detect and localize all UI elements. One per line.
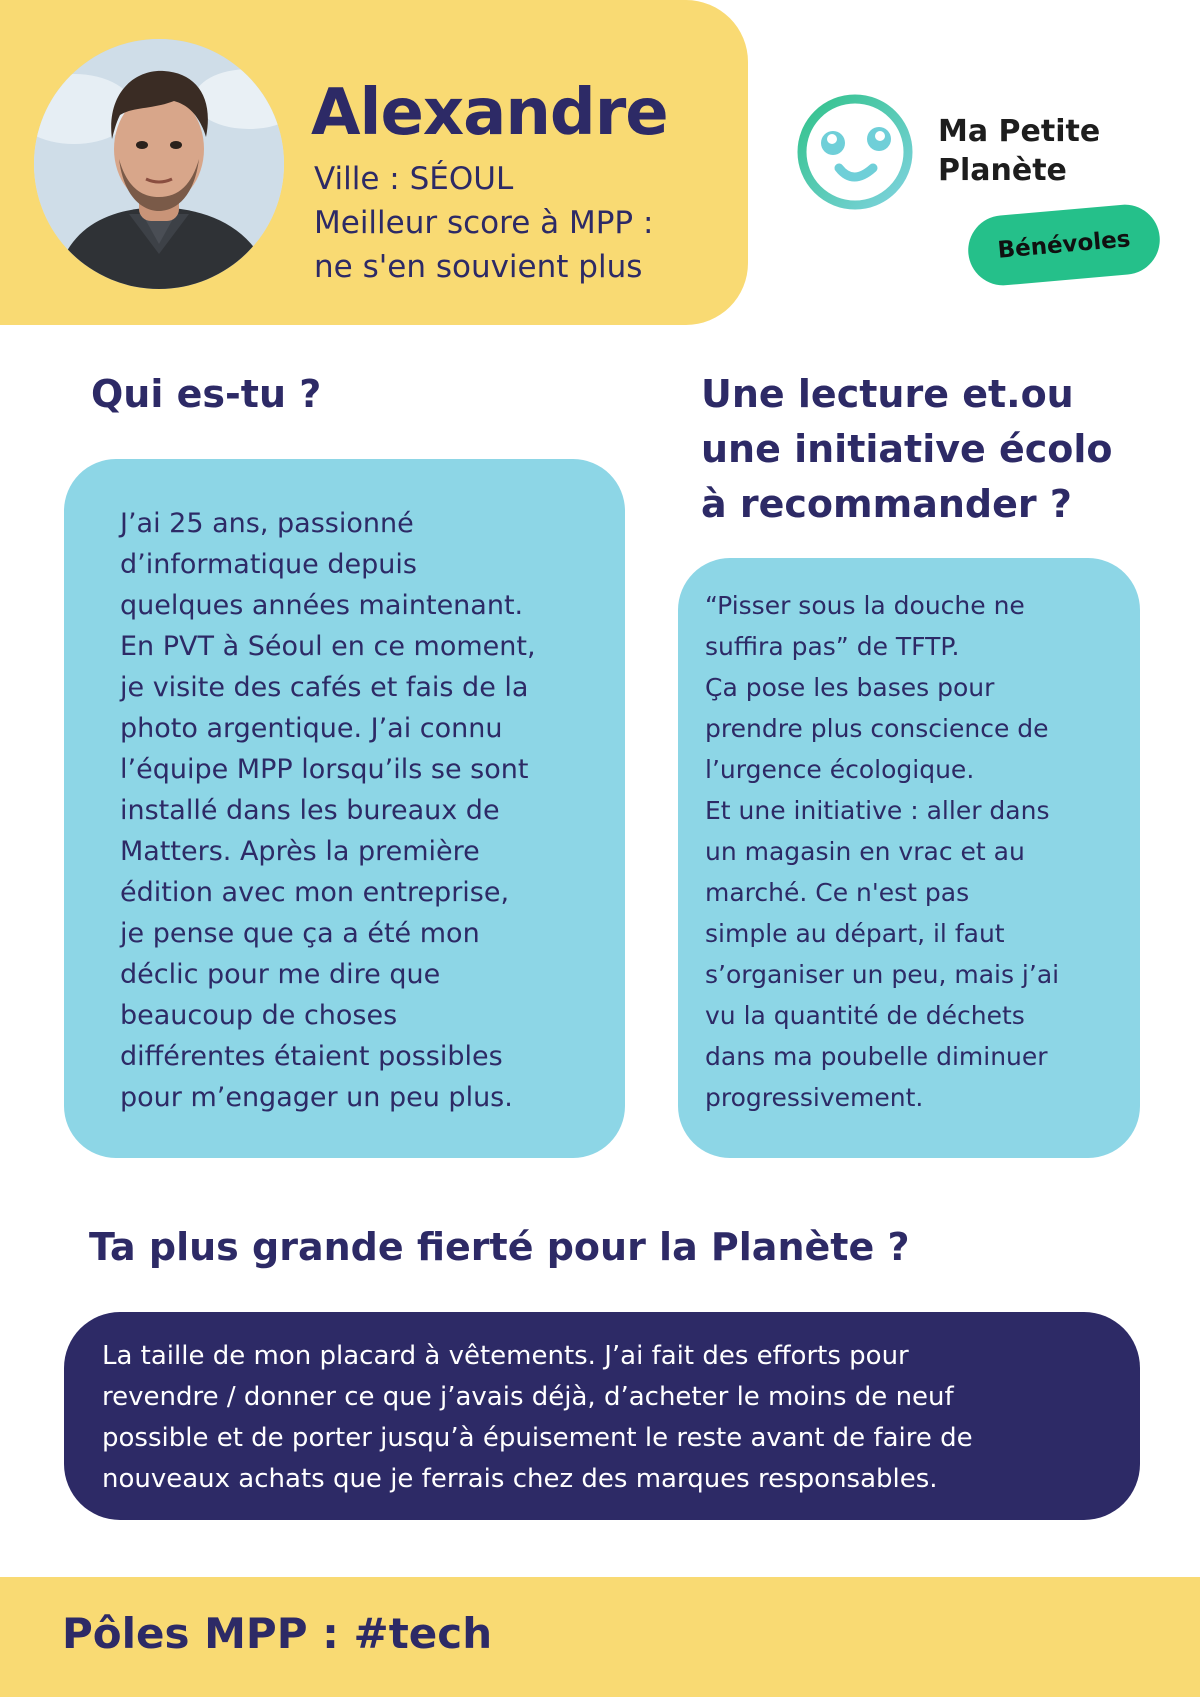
reading-section-title: [701, 367, 1113, 532]
pride-card: [64, 1312, 1140, 1520]
who-card-text: J’ai 25 ans, passionné d’informatique depuis quelques années maintenant. En PVT à Séoul en ce moment, je visite des cafés et fais de la photo argentique. J’ai connu l’équipe MPP lorsqu’ils se sont installé dans les bureaux de Matters. Après la première édition avec mon entreprise, je pense que ça a été mon déclic pour me dire que beaucoup de choses différentes étaient possibles pour m’engager un peu plus.: [120, 508, 536, 1113]
reading-card: [678, 558, 1140, 1158]
profile-header-card: [0, 0, 748, 325]
brand-name: [938, 112, 1100, 190]
avatar: [34, 39, 284, 289]
reading-title-line-2: une initiative écolo: [701, 427, 1113, 471]
footer-band: [0, 1577, 1200, 1697]
smiley-planet-logo-icon: [795, 92, 915, 212]
brand-name-line-2: Planète: [938, 153, 1067, 188]
who-section-title: Qui es-tu ?: [91, 372, 322, 416]
reading-title-line-1: Une lecture et.ou: [701, 372, 1074, 416]
volunteers-badge: Bénévoles: [965, 202, 1162, 288]
pride-card-text: La taille de mon placard à vêtements. J’ai fait des efforts pour revendre / donner ce que j’avais déjà, d’acheter le moins de neuf possible et de porter jusqu’à épuisement le reste avant de faire de nouveaux achats que je ferrais chez des marques responsables.: [102, 1341, 973, 1494]
pride-section-title: Ta plus grande fierté pour la Planète ?: [89, 1225, 910, 1269]
profile-name: Alexandre: [311, 76, 668, 150]
reading-card-text: “Pisser sous la douche ne suffira pas” de TFTP. Ça pose les bases pour prendre plus conscience de l’urgence écologique. Et une initiative : aller dans un magasin en vrac et au marché. Ce n'est pas simple au départ, il faut s’organiser un peu, mais j’ai vu la quantité de déchets dans ma poubelle diminuer progressivement.: [705, 591, 1060, 1112]
who-card: [64, 459, 625, 1158]
profile-city: Ville : SÉOUL: [314, 161, 514, 197]
avatar-portrait-image: [34, 39, 284, 289]
reading-title-line-3: à recommander ?: [701, 482, 1072, 526]
footer-poles-text: Pôles MPP : #tech: [62, 1609, 493, 1658]
profile-score-value: ne s'en souvient plus: [314, 249, 643, 285]
brand-name-line-1: Ma Petite: [938, 114, 1101, 149]
profile-score-label: Meilleur score à MPP :: [314, 205, 654, 241]
